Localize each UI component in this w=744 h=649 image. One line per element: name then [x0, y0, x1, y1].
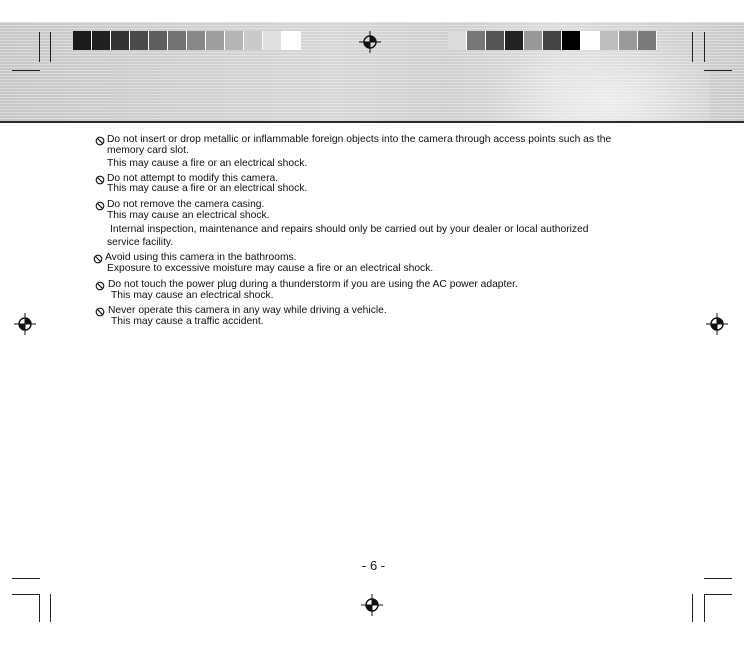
prohibited-icon: [95, 136, 105, 146]
crop-mark: [12, 594, 40, 595]
color-swatch: [600, 31, 619, 50]
crop-mark: [692, 594, 693, 622]
warning-text: Do not attempt to modify this camera.: [107, 173, 279, 184]
color-swatch: [524, 31, 543, 50]
color-swatch: [73, 31, 92, 50]
color-swatch: [187, 31, 206, 50]
color-swatch: [619, 31, 638, 50]
crop-mark: [704, 578, 732, 579]
crop-mark: [704, 70, 732, 71]
page-number: - 6 -: [362, 558, 386, 573]
crop-mark: [704, 594, 705, 622]
warning-text: Never operate this camera in any way while driving a vehicle.: [108, 305, 387, 316]
prohibited-icon: [95, 201, 105, 211]
color-swatch: [111, 31, 130, 50]
warning-consequence: This may cause an electrical shock.: [107, 210, 270, 221]
registration-mark-icon: [359, 31, 381, 53]
crop-mark: [704, 594, 732, 595]
warning-consequence: Exposure to excessive moisture may cause a fire or an electrical shock.: [107, 263, 434, 274]
crop-mark: [39, 594, 40, 622]
color-calibration-strip-left: [73, 31, 301, 50]
warning-note: Internal inspection, maintenance and repairs should only be carried out by your dealer or local authorized: [110, 224, 589, 235]
color-swatch: [467, 31, 486, 50]
crop-mark: [50, 594, 51, 622]
prohibited-icon: [93, 254, 103, 264]
registration-mark-icon: [14, 313, 36, 335]
warning-consequence: This may cause a fire or an electrical shock.: [107, 183, 308, 194]
color-swatch: [149, 31, 168, 50]
color-swatch: [244, 31, 263, 50]
color-swatch: [92, 31, 111, 50]
warning-text: Avoid using this camera in the bathrooms.: [105, 252, 297, 263]
color-swatch: [225, 31, 244, 50]
warning-text: memory card slot.: [107, 145, 189, 156]
prohibited-icon: [95, 175, 105, 185]
color-swatch: [168, 31, 187, 50]
color-swatch: [206, 31, 225, 50]
color-swatch: [486, 31, 505, 50]
prohibited-icon: [95, 307, 105, 317]
color-swatch: [448, 31, 467, 50]
warning-consequence: This may cause a traffic accident.: [111, 316, 264, 327]
warning-text: Do not touch the power plug during a thunderstorm if you are using the AC power adapter.: [108, 279, 518, 290]
prohibited-icon: [95, 281, 105, 291]
warning-text: Do not insert or drop metallic or inflammable foreign objects into the camera through access points such as the: [107, 134, 612, 145]
registration-mark-icon: [361, 594, 383, 616]
crop-mark: [692, 32, 693, 62]
color-swatch: [263, 31, 282, 50]
warning-text: Do not remove the camera casing.: [107, 199, 265, 210]
registration-mark-icon: [706, 313, 728, 335]
crop-mark: [12, 70, 40, 71]
color-swatch: [581, 31, 600, 50]
warning-consequence: This may cause a fire or an electrical shock.: [107, 158, 308, 169]
color-swatch: [562, 31, 581, 50]
color-swatch: [638, 31, 657, 50]
color-swatch: [130, 31, 149, 50]
crop-mark: [50, 32, 51, 62]
color-swatch: [505, 31, 524, 50]
color-calibration-strip-right: [448, 31, 657, 50]
crop-mark: [12, 578, 40, 579]
crop-mark: [704, 32, 705, 62]
warning-consequence: This may cause an electrical shock.: [111, 290, 274, 301]
crop-mark: [39, 32, 40, 62]
warning-note: service facility.: [107, 237, 174, 248]
color-swatch: [282, 31, 301, 50]
header-divider: [0, 121, 744, 123]
color-swatch: [543, 31, 562, 50]
